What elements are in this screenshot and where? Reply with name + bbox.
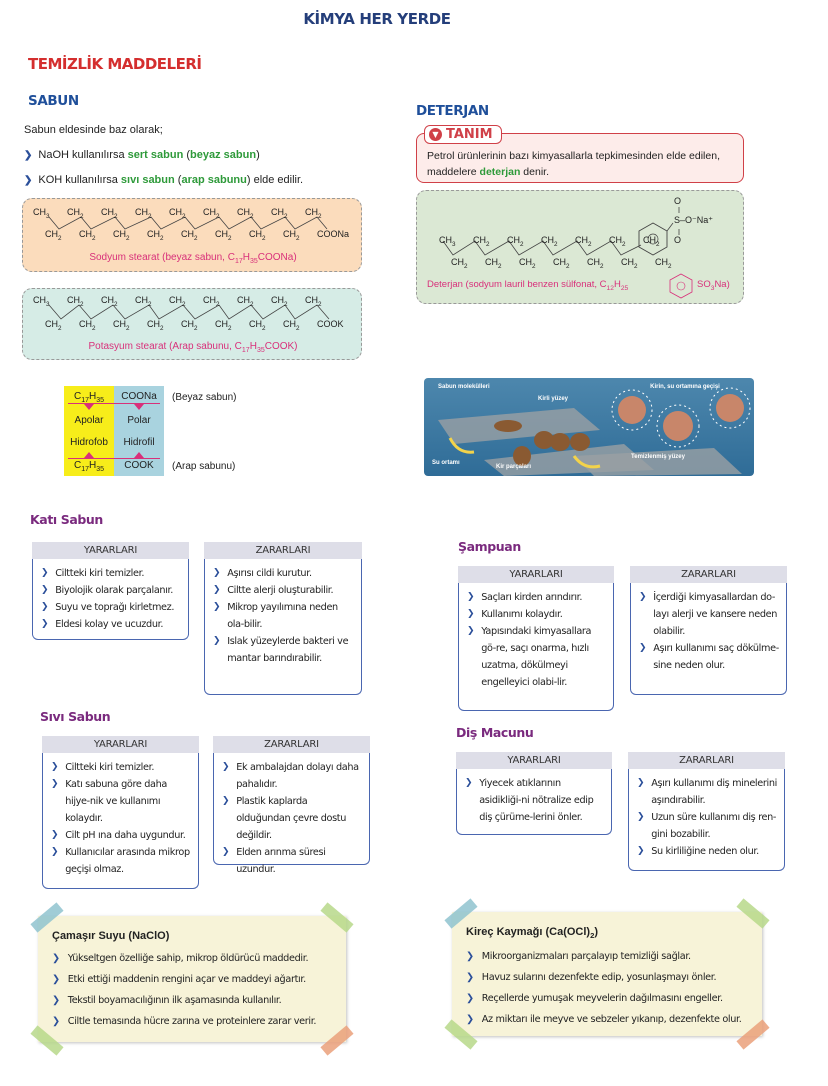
- illustration-label: Temizlenmiş yüzey: [631, 454, 685, 460]
- sabun-line-naoh: [24, 149, 260, 161]
- triangle-down-icon: ▼: [429, 128, 442, 141]
- chevron-right-icon: ❯: [467, 592, 475, 602]
- chain-group-label: $CH_2$: [237, 207, 254, 220]
- highlight: sert sabun: [127, 149, 184, 161]
- chain-group-label: $CH_2$: [485, 257, 502, 270]
- chain-group-label: $CH_2$: [181, 229, 198, 242]
- chevron-right-icon: ❯: [467, 609, 475, 619]
- list-item: [222, 793, 363, 844]
- list-item-text: Islak yüzeylerde bakteri ve mantar barındırabilir.: [227, 636, 349, 664]
- list-item-text: Mikroorganizmaları parçalayıp temizliği sağlar.: [481, 951, 691, 963]
- yararlari-list: [42, 753, 199, 889]
- chevron-right-icon: ❯: [41, 602, 49, 612]
- chain-group-label: $CH_2$: [135, 207, 152, 220]
- kirec-kaymagi-title: Kireç Kaymağı $(Ca(OCl)_2)$: [466, 926, 599, 941]
- kirec-kaymagi-card: [452, 912, 762, 1036]
- list-item-text: Saçları kirden arındırır.: [481, 592, 583, 603]
- zararlari-list: [204, 559, 362, 695]
- chain-group-label: $CH_2$: [169, 295, 186, 308]
- list-item-text: Biyolojik olarak parçalanır.: [55, 585, 174, 596]
- chevron-right-icon: ❯: [222, 847, 230, 857]
- text: ) elde edilir.: [246, 174, 304, 186]
- list-item: [51, 759, 192, 776]
- text: (: [183, 149, 191, 161]
- sivi-sabun-yararlari: [42, 736, 199, 889]
- text: NaOH kullanılırsa: [38, 149, 128, 161]
- sabun-title: SABUN: [28, 93, 79, 109]
- list-item: [51, 827, 192, 844]
- dis-macunu-zararlari: [628, 752, 785, 871]
- list-item: [466, 1009, 758, 1030]
- apolar-label: Apolar: [74, 415, 104, 426]
- chevron-right-icon: ❯: [465, 778, 473, 788]
- list-item-text: Yiyecek atıklarının asidikliği-ni nötralize edip diş çürüme-lerini önler.: [479, 778, 594, 823]
- chain-group-label: $CH_2$: [643, 235, 660, 248]
- deterjan-title: DETERJAN: [416, 103, 489, 119]
- chain-group-label: COOK: [317, 319, 344, 329]
- deterjan-caption-end: $SO_3Na$): [697, 279, 730, 292]
- chain-group-label: $CH_2$: [79, 319, 96, 332]
- list-item-text: Az miktarı ile meyve ve sebzeler yıkanıp, dezenfekte olur.: [481, 1014, 742, 1026]
- chevron-right-icon: ❯: [467, 626, 475, 636]
- sodyum-stearat-box: [22, 198, 362, 272]
- formula-coona: COONa: [121, 391, 157, 402]
- chain-group-label: $CH_2$: [519, 257, 536, 270]
- list-item-text: Ciltle temasında hücre zarına ve proteinlere zarar verir.: [67, 1016, 317, 1027]
- chain-group-label: $CH_2$: [203, 295, 220, 308]
- tape-decoration: [444, 898, 477, 928]
- kirec-kaymagi-list: [466, 946, 758, 1030]
- formula-cook: COOK: [124, 460, 154, 471]
- list-item: [213, 599, 355, 633]
- page-title: KİMYA HER YERDE: [303, 10, 451, 28]
- tape-decoration: [736, 898, 769, 928]
- text: Petrol ürünlerinin bazı kimyasallarla tepkimesinden elde edilen, maddelere: [427, 150, 720, 178]
- chain-group-label: $CH_2$: [147, 319, 164, 332]
- list-item: [639, 640, 780, 674]
- chevron-right-icon: ❯: [51, 830, 59, 840]
- list-item-text: Aşırı kullanımı saç dökülme-sine neden olur.: [653, 643, 779, 671]
- zararlari-list: [213, 753, 370, 875]
- chain-group-label: $CH_2$: [473, 235, 490, 248]
- chain-group-label: $CH_2$: [45, 319, 62, 332]
- chain-group-label: $CH_2$: [169, 207, 186, 220]
- chain-group-label: $CH_2$: [45, 229, 62, 242]
- list-item-text: Ciltteki kiri temizler.: [65, 762, 155, 773]
- list-item-text: Kullanımı kolaydır.: [481, 609, 563, 620]
- yararlari-header: YARARLARI: [458, 566, 614, 583]
- chain-group-label: $CH_2$: [655, 257, 672, 270]
- list-item: [52, 948, 342, 969]
- text: KOH kullanılırsa: [38, 174, 121, 186]
- list-item-text: Reçellerde yumuşak meyvelerin dağılmasını engeller.: [481, 993, 723, 1005]
- list-item: [41, 582, 182, 599]
- chevron-right-icon: ❯: [639, 592, 647, 602]
- chain-group-label: $CH_3$: [33, 295, 50, 308]
- chevron-right-icon: ❯: [213, 568, 221, 578]
- chain-group-label: $CH_2$: [283, 229, 300, 242]
- chevron-right-icon: ❯: [52, 974, 60, 985]
- chevron-right-icon: ❯: [52, 1016, 60, 1027]
- list-item: [466, 988, 758, 1009]
- polar-label: Polar: [127, 415, 151, 426]
- list-item: [52, 1011, 342, 1032]
- sampuan-title: Şampuan: [458, 539, 521, 554]
- chain-group-label: $CH_2$: [305, 207, 322, 220]
- list-item-text: Yükseltgen özelliğe sahip, mikrop öldürücü maddedir.: [67, 953, 309, 964]
- list-item-text: Katı sabuna göre daha hijye-nik ve kullanımı kolaydır.: [65, 779, 168, 824]
- list-item-text: Etki ettiği maddenin rengini açar ve maddeyi ağartır.: [67, 974, 306, 985]
- chevron-right-icon: ❯: [639, 643, 647, 653]
- oxygen-label: O: [674, 235, 682, 245]
- text: denir.: [520, 166, 549, 178]
- chevron-right-icon: ❯: [466, 972, 474, 984]
- chevron-right-icon: ❯: [213, 585, 221, 595]
- chain-group-label: $CH_2$: [621, 257, 638, 270]
- list-item-text: Ciltteki kiri temizler.: [55, 568, 145, 579]
- list-item-text: Kullanıcılar arasında mikrop geçişi olmaz.: [65, 847, 190, 875]
- illustration-label: Kirli yüzey: [538, 396, 569, 402]
- deterjan-formula-box: [416, 190, 744, 304]
- highlight: deterjan: [479, 166, 521, 178]
- chain-group-label: $CH_2$: [507, 235, 524, 248]
- highlight: beyaz sabun: [190, 149, 257, 161]
- dis-macunu-title: Diş Macunu: [456, 725, 534, 740]
- highlight: arap sabunu: [181, 174, 247, 186]
- hidrofil-label: Hidrofil: [123, 437, 155, 448]
- list-item-text: Aşırısı cildi kurutur.: [227, 568, 312, 579]
- chain-group-label: $CH_2$: [147, 229, 164, 242]
- sampuan-yararlari: [458, 566, 614, 711]
- cleaning-illustration: [424, 378, 754, 476]
- sampuan-zararlari: [630, 566, 787, 695]
- chain-group-label: $CH_2$: [271, 207, 288, 220]
- text: (: [174, 174, 182, 186]
- text: ): [256, 149, 260, 161]
- list-item: [222, 844, 363, 878]
- chain-group-label: $CH_2$: [553, 257, 570, 270]
- chevron-right-icon: ❯: [466, 993, 474, 1005]
- hidrofob-label: Hidrofob: [70, 437, 108, 448]
- list-item-text: Yapısındaki kimyasallara gö-re, saçı onarma, hızlı uzatma, dökülmeyi engelleyici olabi-lir.: [481, 626, 592, 688]
- chain-group-label: $CH_2$: [181, 319, 198, 332]
- list-item: [52, 969, 342, 990]
- list-item: [466, 946, 758, 967]
- chevron-right-icon: ❯: [41, 619, 49, 629]
- chain-group-label: $CH_2$: [237, 295, 254, 308]
- camasir-suyu-card: [38, 916, 346, 1042]
- list-item-text: Havuz sularını dezenfekte edip, yosunlaşmayı önler.: [481, 972, 717, 984]
- illustration-label: Kir parçaları: [496, 464, 532, 470]
- kati-sabun-zararlari: [204, 542, 362, 695]
- list-item: [465, 775, 605, 826]
- kati-sabun-title: Katı Sabun: [30, 512, 103, 527]
- sabun-intro: Sabun eldesinde baz olarak;: [24, 124, 163, 136]
- illustration-label: Kirin, su ortamına geçişi: [650, 384, 720, 390]
- sodyum-stearat-caption: Sodyum stearat (beyaz sabun, $C_{17}H_{35}COONa$): [89, 252, 297, 265]
- list-item-text: Aşırı kullanımı diş minelerini aşındırabilir.: [651, 778, 777, 806]
- yararlari-header: YARARLARI: [456, 752, 612, 769]
- chevron-right-icon: ❯: [51, 847, 59, 857]
- yararlari-header: YARARLARI: [32, 542, 189, 559]
- list-item: [222, 759, 363, 793]
- chain-group-label: $CH_2$: [203, 207, 220, 220]
- sivi-sabun-title: Sıvı Sabun: [40, 709, 111, 724]
- list-item-text: Su kirliliğine neden olur.: [651, 846, 759, 857]
- chevron-right-icon: ❯: [213, 602, 221, 612]
- illustration-label: Sabun molekülleri: [438, 384, 490, 390]
- list-item: [637, 775, 778, 809]
- chevron-right-icon: ❯: [52, 953, 60, 964]
- chevron-right-icon: ❯: [52, 995, 60, 1006]
- chevron-right-icon: ❯: [51, 762, 59, 772]
- cleaning-process-icon: [424, 378, 754, 476]
- tanim-tab: [424, 125, 502, 144]
- list-item: [213, 582, 355, 599]
- list-item-text: İçerdiği kimyasallardan do-layı alerji ve kansere neden olabilir.: [653, 592, 778, 637]
- list-item-text: Suyu ve toprağı kirletmez.: [55, 602, 175, 613]
- list-item: [52, 990, 342, 1011]
- chevron-right-icon: ❯: [213, 636, 221, 646]
- formula-c17h35: $C_{17}H_{35}$: [73, 391, 105, 404]
- yararlari-list: [456, 769, 612, 835]
- chain-group-label: $CH_2$: [215, 229, 232, 242]
- zararlari-header: ZARARLARI: [204, 542, 362, 559]
- tape-decoration: [320, 902, 353, 932]
- sivi-sabun-zararlari: [213, 736, 370, 875]
- tanim-text: [427, 148, 737, 180]
- chain-group-label: $CH_2$: [451, 257, 468, 270]
- list-item: [51, 776, 192, 827]
- zararlari-list: [630, 583, 787, 695]
- kati-sabun-yararlari: [32, 542, 189, 640]
- chain-group-label: $CH_2$: [67, 207, 84, 220]
- chain-group-label: COONa: [317, 229, 350, 239]
- chain-group-label: $CH_2$: [113, 319, 130, 332]
- chain-group-label: $CH_2$: [283, 319, 300, 332]
- list-item: [639, 589, 780, 640]
- highlight: sıvı sabun: [120, 174, 175, 186]
- list-item-text: Ciltte alerji oluşturabilir.: [227, 585, 334, 596]
- list-item: [41, 565, 182, 582]
- list-item: [467, 589, 607, 606]
- list-item: [637, 809, 778, 843]
- chain-group-label: $CH_2$: [609, 235, 626, 248]
- list-item-text: Uzun süre kullanımı diş ren-gini bozabilir.: [651, 812, 777, 840]
- chain-group-label: $CH_2$: [249, 319, 266, 332]
- chain-group-label: $CH_2$: [541, 235, 558, 248]
- chevron-right-icon: ❯: [222, 796, 230, 806]
- yararlari-list: [32, 559, 189, 640]
- chevron-right-icon: ❯: [222, 762, 230, 772]
- list-item-text: Ek ambalajdan dolayı daha pahalıdır.: [236, 762, 359, 790]
- chain-group-label: $CH_2$: [135, 295, 152, 308]
- list-item: [213, 565, 355, 582]
- chain-group-label: $CH_2$: [101, 295, 118, 308]
- chevron-right-icon: ❯: [51, 779, 59, 789]
- list-item: [41, 599, 182, 616]
- list-item-text: Mikrop yayılımına neden ola-bilir.: [227, 602, 338, 630]
- list-item-text: Cilt pH ına daha uygundur.: [65, 830, 186, 841]
- list-item-text: Elden arınma süresi uzundur.: [236, 847, 326, 875]
- deterjan-caption: Deterjan (sodyum lauril benzen sülfonat, $C_{12}H_{25}$: [427, 279, 629, 292]
- hidrofob-hidrofil-diagram: [64, 386, 164, 476]
- chevron-right-icon: ❯: [24, 175, 33, 186]
- list-item-text: Tekstil boyamacılığının ilk aşamasında kullanılır.: [67, 995, 282, 1006]
- arrow-down-icon: [134, 404, 144, 410]
- chain-group-label: $CH_3$: [439, 235, 456, 248]
- chevron-right-icon: ❯: [41, 585, 49, 595]
- list-item-text: Eldesi kolay ve ucuzdur.: [55, 619, 164, 630]
- chain-group-label: $CH_2$: [101, 207, 118, 220]
- beyaz-sabun-label: (Beyaz sabun): [172, 392, 237, 403]
- zararlari-list: [628, 769, 785, 871]
- zararlari-header: ZARARLARI: [213, 736, 370, 753]
- camasir-suyu-list: [52, 948, 342, 1032]
- arrow-down-icon: [84, 404, 94, 410]
- tape-decoration: [30, 902, 63, 932]
- oxygen-label: O: [674, 196, 682, 206]
- list-item: [637, 843, 778, 860]
- list-item: [213, 633, 355, 667]
- sulfonate-label: S–O⁻Na⁺: [674, 215, 714, 225]
- chain-group-label: $CH_2$: [305, 295, 322, 308]
- yararlari-list: [458, 583, 614, 711]
- formula-c17h35: $C_{17}H_{35}$: [73, 460, 105, 473]
- yararlari-header: YARARLARI: [42, 736, 199, 753]
- chain-group-label: $CH_2$: [587, 257, 604, 270]
- illustration-label: Su ortamı: [432, 460, 460, 466]
- dis-macunu-yararlari: [456, 752, 612, 835]
- potasyum-stearat-box: [22, 288, 362, 360]
- chevron-right-icon: ❯: [637, 846, 645, 856]
- chain-group-label: $CH_2$: [249, 229, 266, 242]
- zararlari-header: ZARARLARI: [630, 566, 787, 583]
- list-item: [466, 967, 758, 988]
- section-title: TEMİZLİK MADDELERİ: [28, 55, 202, 73]
- chevron-right-icon: ❯: [637, 812, 645, 822]
- chevron-right-icon: ❯: [41, 568, 49, 578]
- chevron-right-icon: ❯: [24, 150, 33, 161]
- list-item: [467, 623, 607, 691]
- chevron-right-icon: ❯: [466, 951, 474, 963]
- chain-group-label: $CH_2$: [113, 229, 130, 242]
- chain-group-label: $CH_3$: [33, 207, 50, 220]
- chain-group-label: $CH_2$: [575, 235, 592, 248]
- chain-group-label: $CH_2$: [215, 319, 232, 332]
- list-item: [51, 844, 192, 878]
- list-item-text: Plastik kaplarda olduğundan çevre dostu değildir.: [236, 796, 347, 841]
- chain-group-label: $CH_2$: [79, 229, 96, 242]
- camasir-suyu-title: Çamaşır Suyu (NaClO): [52, 930, 170, 942]
- zararlari-header: ZARARLARI: [628, 752, 785, 769]
- potasyum-stearat-caption: Potasyum stearat (Arap sabunu, $C_{17}H_{35}COOK$): [88, 341, 298, 354]
- chevron-right-icon: ❯: [466, 1014, 474, 1026]
- chain-group-label: $CH_2$: [67, 295, 84, 308]
- list-item: [467, 606, 607, 623]
- arap-sabunu-label: (Arap sabunu): [172, 461, 236, 472]
- sabun-line-koh: [24, 174, 303, 186]
- chevron-right-icon: ❯: [637, 778, 645, 788]
- tanim-label: TANIM: [446, 127, 493, 142]
- chain-group-label: $CH_2$: [271, 295, 288, 308]
- list-item: [41, 616, 182, 633]
